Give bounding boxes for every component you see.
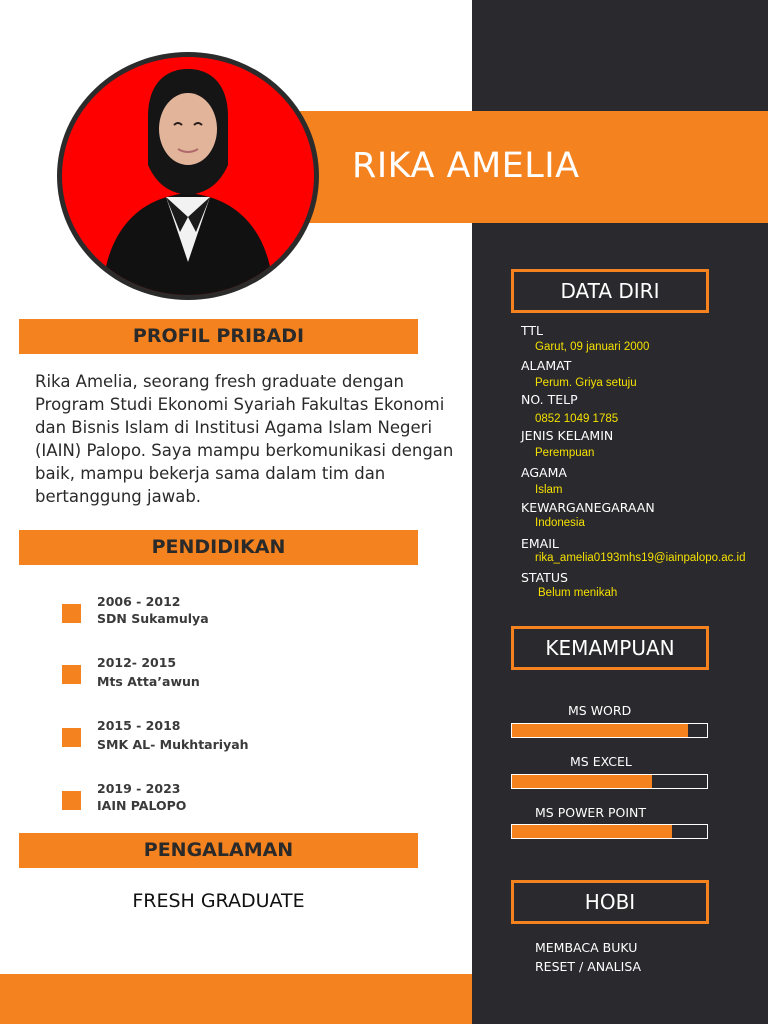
education-years: 2019 - 2023 <box>97 781 181 796</box>
info-value: Belum menikah <box>538 587 618 599</box>
hobby-item: RESET / ANALISA <box>535 959 642 974</box>
education-school: SMK AL- Mukhtariyah <box>97 737 249 752</box>
education-years: 2006 - 2012 <box>97 594 181 609</box>
skill-bar <box>511 774 708 789</box>
info-value: Perum. Griya setuju <box>535 377 637 389</box>
skill-label: MS WORD <box>568 703 632 718</box>
info-label: EMAIL <box>521 536 559 551</box>
info-value: 0852 1049 1785 <box>535 413 619 425</box>
skill-bar-fill <box>512 775 652 788</box>
skill-label: MS EXCEL <box>570 754 632 769</box>
education-school: IAIN PALOPO <box>97 798 187 813</box>
info-label: TTL <box>521 323 544 338</box>
skill-bar-fill <box>512 825 672 838</box>
info-label: JENIS KELAMIN <box>521 428 614 443</box>
education-years: 2015 - 2018 <box>97 718 181 733</box>
profile-summary: Rika Amelia, seorang fresh graduate dengan Program Studi Ekonomi Syariah Fakultas Ekonomi dan Bisnis Islam di Institusi Agama Islam Negeri (IAIN) Palopo. Saya mampu berkomunikasi dengan baik, mampu bekerja sama dalam tim dan bertanggung jawab. <box>35 372 454 506</box>
profile-section-title: PROFIL PRIBADI <box>19 319 418 354</box>
personal-data-title: DATA DIRI <box>511 269 709 313</box>
skill-bar <box>511 824 708 839</box>
info-label: NO. TELP <box>521 392 578 407</box>
profile-photo <box>62 57 314 295</box>
education-school: Mts Atta’awun <box>97 674 200 689</box>
info-label: KEWARGANEGARAAN <box>521 500 655 515</box>
education-section-title: PENDIDIKAN <box>19 530 418 565</box>
info-value: Garut, 09 januari 2000 <box>535 341 650 353</box>
info-value: Indonesia <box>535 517 585 529</box>
education-school: SDN Sukamulya <box>97 611 209 626</box>
experience-text: FRESH GRADUATE <box>132 890 305 912</box>
square-bullet-icon <box>62 604 81 623</box>
candidate-name: RIKA AMELIA <box>352 146 580 186</box>
info-value: rika_amelia0193mhs19@iainpalopo.ac.id <box>535 552 746 564</box>
skills-title: KEMAMPUAN <box>511 626 709 670</box>
hobbies-title: HOBI <box>511 880 709 924</box>
info-label: AGAMA <box>521 465 567 480</box>
experience-section-title: PENGALAMAN <box>19 833 418 868</box>
info-value: Islam <box>535 484 563 496</box>
education-years: 2012- 2015 <box>97 655 177 670</box>
info-label: ALAMAT <box>521 358 572 373</box>
info-label: STATUS <box>521 570 568 585</box>
skill-bar-fill <box>512 724 688 737</box>
profile-photo-frame <box>57 52 319 300</box>
square-bullet-icon <box>62 665 81 684</box>
square-bullet-icon <box>62 791 81 810</box>
info-value: Perempuan <box>535 447 595 459</box>
bottom-accent-stripe <box>0 974 472 1024</box>
hobby-item: MEMBACA BUKU <box>535 940 638 955</box>
square-bullet-icon <box>62 728 81 747</box>
skill-bar <box>511 723 708 738</box>
skill-label: MS POWER POINT <box>535 805 647 820</box>
person-portrait-icon <box>62 57 314 295</box>
